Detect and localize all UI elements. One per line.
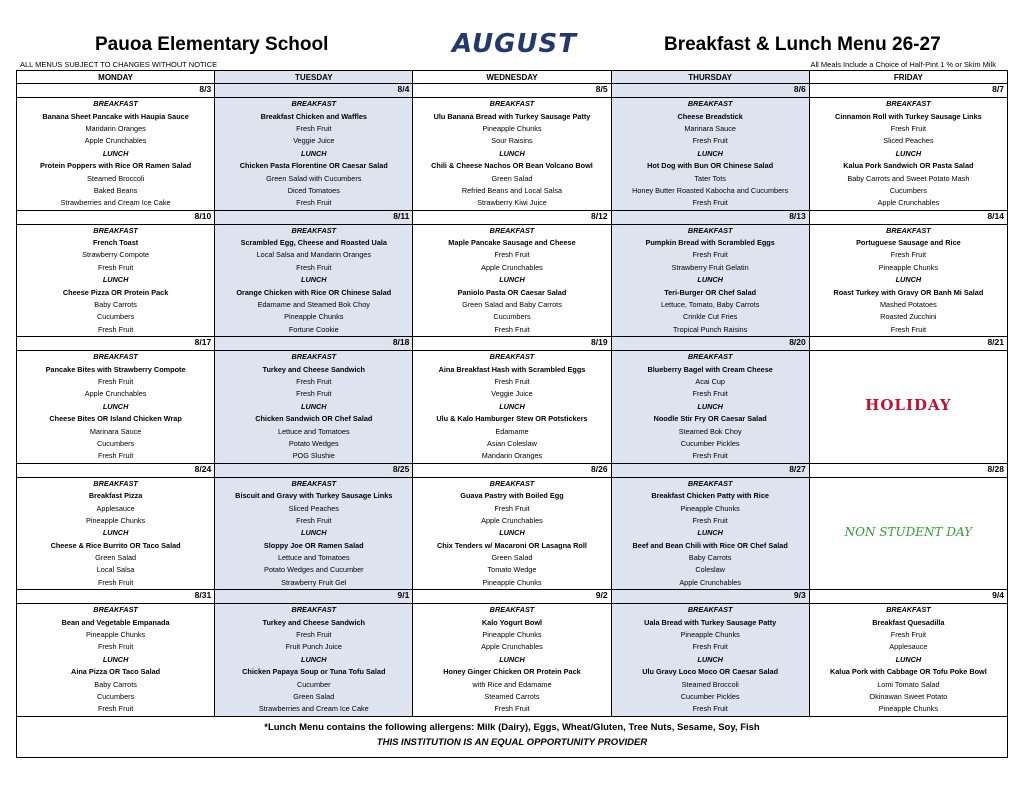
menu-item: Pineapple Chunks [215,311,413,323]
menu-row [17,249,1008,261]
menu-item: Fresh Fruit [413,376,611,388]
menu-item: Green Salad [413,552,611,564]
date-label: 8/6 [611,84,809,98]
menu-item: Orange Chicken with Rice OR Chinese Salad [215,286,413,298]
menu-item: Steamed Broccoli [611,678,809,690]
menu-item: Fresh Fruit [17,641,215,653]
menu-item: Pineapple Chunks [809,262,1007,274]
menu-row [17,299,1008,311]
menu-item: Fresh Fruit [215,123,413,135]
menu-item: Fresh Fruit [17,376,215,388]
menu-item: Baked Beans [17,185,215,197]
date-row [17,337,1008,351]
menu-item: Strawberries and Cream Ice Cake [215,703,413,716]
menu-item: Fresh Fruit [611,135,809,147]
menu-row [17,691,1008,703]
meal-section-label: BREAKFAST [215,98,413,111]
menu-item: French Toast [17,237,215,249]
menu-item: Sliced Peaches [809,135,1007,147]
date-label: 8/10 [17,210,215,224]
menu-row [17,351,1008,364]
equal-opportunity-notice: THIS INSTITUTION IS AN EQUAL OPPORTUNITY PROVIDER [376,737,648,748]
menu-item: Ulu Banana Bread with Turkey Sausage Patty [413,110,611,122]
meal-section-label: LUNCH [215,654,413,666]
menu-item: Guava Pastry with Boiled Egg [413,490,611,502]
menu-item: Paniolo Pasta OR Caesar Salad [413,286,611,298]
menu-item: Fresh Fruit [809,629,1007,641]
day-header: TUESDAY [215,71,413,84]
menu-item: Coleslaw [611,564,809,576]
menu-item: Fresh Fruit [17,577,215,590]
meal-section-label: LUNCH [215,401,413,413]
menu-item: Fresh Fruit [17,450,215,463]
menu-item: Fresh Fruit [809,324,1007,337]
date-label: 8/19 [413,337,611,351]
menu-item: Bean and Vegetable Empanada [17,616,215,628]
menu-item: Ulu & Kalo Hamburger Stew OR Potstickers [413,413,611,425]
menu-item: Tomato Wedge [413,564,611,576]
date-row [17,590,1008,604]
menu-item: Potato Wedges [215,438,413,450]
menu-item: Roasted Zucchini [809,311,1007,323]
menu-item: Fresh Fruit [611,515,809,527]
meal-section-label: LUNCH [17,274,215,286]
menu-item: Sliced Peaches [215,502,413,514]
menu-item: Baby Carrots [611,552,809,564]
menu-item: Lettuce and Tomatoes [215,425,413,437]
menu-item: Beef and Bean Chili with Rice OR Chef Salad [611,540,809,552]
menu-item: Okinawan Sweet Potato [809,691,1007,703]
menu-item: Fresh Fruit [215,197,413,210]
menu-item: Apple Crunchables [809,197,1007,210]
menu-item: Veggie Juice [215,135,413,147]
date-label: 9/1 [215,590,413,604]
menu-item: Chili & Cheese Nachos OR Bean Volcano Bowl [413,160,611,172]
special-day-cell [809,351,1007,464]
footer-box [16,716,1008,758]
date-label: 8/31 [17,590,215,604]
menu-item: Breakfast Chicken Patty with Rice [611,490,809,502]
menu-item: Pumpkin Bread with Scrambled Eggs [611,237,809,249]
menu-item: Fresh Fruit [215,629,413,641]
menu-item: Portuguese Sausage and Rice [809,237,1007,249]
date-label: 8/11 [215,210,413,224]
day-header: MONDAY [17,71,215,84]
date-row [17,84,1008,98]
menu-item: Fresh Fruit [611,703,809,716]
menu-item: Baby Carrots [17,299,215,311]
menu-item: Fresh Fruit [611,197,809,210]
date-label: 8/5 [413,84,611,98]
meal-section-label: LUNCH [17,527,215,539]
date-label: 8/3 [17,84,215,98]
menu-item: Maple Pancake Sausage and Cheese [413,237,611,249]
menu-item: Fresh Fruit [413,502,611,514]
meal-section-label: BREAKFAST [17,224,215,237]
menu-item: Green Salad and Baby Carrots [413,299,611,311]
menu-item: Fresh Fruit [215,515,413,527]
menu-item: Baby Carrots and Sweet Potato Mash [809,172,1007,184]
date-label: 8/18 [215,337,413,351]
menu-row [17,604,1008,617]
meal-section-label: BREAKFAST [611,477,809,490]
menu-item: Noodle Stir Fry OR Caesar Salad [611,413,809,425]
meal-section-label: LUNCH [215,527,413,539]
menu-item: Pineapple Chunks [413,123,611,135]
menu-item: Banana Sheet Pancake with Haupia Sauce [17,110,215,122]
menu-item: Asian Coleslaw [413,438,611,450]
day-header: THURSDAY [611,71,809,84]
date-label: 8/27 [611,463,809,477]
menu-item: Fresh Fruit [17,703,215,716]
date-label: 8/17 [17,337,215,351]
menu-item: Cheese Breadstick [611,110,809,122]
date-label: 8/25 [215,463,413,477]
month-title: AUGUST [452,29,577,59]
menu-item: Honey Ginger Chicken OR Protein Pack [413,666,611,678]
menu-row [17,123,1008,135]
menu-item: Blueberry Bagel with Cream Cheese [611,363,809,375]
menu-item: Breakfast Quesadilla [809,616,1007,628]
menu-item: Kalua Pork with Cabbage OR Tofu Poke Bowl [809,666,1007,678]
menu-item: Pineapple Chunks [413,577,611,590]
meal-section-label: BREAKFAST [611,604,809,617]
meal-section-label: BREAKFAST [413,604,611,617]
menu-title: Breakfast & Lunch Menu 26-27 [664,34,941,55]
menu-item: Acai Cup [611,376,809,388]
menu-row [17,477,1008,490]
menu-item: Chicken Pasta Florentine OR Caesar Salad [215,160,413,172]
menu-item: Cinnamon Roll with Turkey Sausage Links [809,110,1007,122]
menu-item: Applesauce [17,502,215,514]
menu-item: Fresh Fruit [17,324,215,337]
meal-section-label: LUNCH [413,527,611,539]
menu-item: Crinkle Cut Fries [611,311,809,323]
menu-item: Turkey and Cheese Sandwich [215,363,413,375]
date-label: 9/3 [611,590,809,604]
menu-item: Fresh Fruit [611,249,809,261]
menu-item: Breakfast Chicken and Waffles [215,110,413,122]
meal-section-label: LUNCH [809,654,1007,666]
meal-section-label: LUNCH [611,401,809,413]
menu-item: Apple Crunchables [611,577,809,590]
day-header: WEDNESDAY [413,71,611,84]
menu-item: Green Salad [413,172,611,184]
menu-item: Fresh Fruit [17,262,215,274]
meal-section-label: BREAKFAST [809,224,1007,237]
menu-item: Pineapple Chunks [611,629,809,641]
menu-item: Cheese Pizza OR Protein Pack [17,286,215,298]
menu-item: Pineapple Chunks [17,629,215,641]
menu-item: Fresh Fruit [809,123,1007,135]
meal-section-label: LUNCH [809,148,1007,160]
menu-item: Cucumber [215,678,413,690]
menu-item: Green Salad [17,552,215,564]
meal-section-label: BREAKFAST [413,477,611,490]
menu-row [17,654,1008,666]
menu-item: POG Slushie [215,450,413,463]
meal-section-label: LUNCH [17,401,215,413]
meal-section-label: LUNCH [413,148,611,160]
menu-item: Diced Tomatoes [215,185,413,197]
meal-section-label: BREAKFAST [611,351,809,364]
holiday-label: HOLIDAY [865,396,952,415]
menu-item: Apple Crunchables [413,641,611,653]
date-row [17,463,1008,477]
menu-item: Lettuce, Tomato, Baby Carrots [611,299,809,311]
meal-section-label: BREAKFAST [413,224,611,237]
menu-item: Fresh Fruit [809,249,1007,261]
menu-item: Pineapple Chunks [413,629,611,641]
meal-section-label: BREAKFAST [215,351,413,364]
menu-row [17,666,1008,678]
menu-item: Fresh Fruit [215,262,413,274]
day-header: FRIDAY [809,71,1007,84]
date-label: 8/26 [413,463,611,477]
menu-row [17,324,1008,337]
menu-row [17,98,1008,111]
meal-section-label: LUNCH [611,274,809,286]
allergen-notice: *Lunch Menu contains the following allergens: Milk (Dairy), Eggs, Wheat/Gluten, Tree Nuts, Sesame, Soy, Fish [264,722,760,733]
menu-item: Sloppy Joe OR Ramen Salad [215,540,413,552]
menu-item: Ulu Gravy Loco Moco OR Caesar Salad [611,666,809,678]
menu-item: Fresh Fruit [413,324,611,337]
menu-item: Marinara Sauce [17,425,215,437]
menu-item: Apple Crunchables [17,135,215,147]
menu-item: Pineapple Chunks [611,502,809,514]
menu-row [17,641,1008,653]
menu-item: Cucumbers [17,311,215,323]
menu-item: Fortune Cookie [215,324,413,337]
menu-item: Cucumber Pickles [611,691,809,703]
menu-row [17,135,1008,147]
meal-section-label: LUNCH [809,274,1007,286]
menu-item: Strawberry Fruit Gelatin [611,262,809,274]
menu-item: Teri-Burger OR Chef Salad [611,286,809,298]
menu-row [17,262,1008,274]
date-label: 8/21 [809,337,1007,351]
menu-item: Fresh Fruit [611,388,809,400]
meal-section-label: LUNCH [413,401,611,413]
menu-item: Fresh Fruit [413,703,611,716]
meal-section-label: LUNCH [215,274,413,286]
menu-item: Apple Crunchables [413,515,611,527]
menu-item: Mashed Potatoes [809,299,1007,311]
menu-row [17,172,1008,184]
menu-item: Sour Raisins [413,135,611,147]
menu-item: Strawberry Kiwi Juice [413,197,611,210]
menu-item: Fresh Fruit [413,249,611,261]
meal-section-label: BREAKFAST [215,477,413,490]
menu-item: Strawberries and Cream Ice Cake [17,197,215,210]
date-label: 8/12 [413,210,611,224]
menu-item: Steamed Bok Choy [611,425,809,437]
menu-item: Mandarin Oranges [413,450,611,463]
menu-row [17,616,1008,628]
menu-item: Edamame [413,425,611,437]
menu-item: Lomi Tomato Salad [809,678,1007,690]
menu-item: Apple Crunchables [17,388,215,400]
school-name: Pauoa Elementary School [95,34,329,55]
date-label: 8/13 [611,210,809,224]
menu-row [17,224,1008,237]
menu-item: Tropical Punch Raisins [611,324,809,337]
menu-item: Potato Wedges and Cucumber [215,564,413,576]
menu-item: Apple Crunchables [413,262,611,274]
menu-item: Uala Bread with Turkey Sausage Patty [611,616,809,628]
menu-row [17,703,1008,716]
menu-item: Fruit Punch Juice [215,641,413,653]
menu-item: Fresh Fruit [215,388,413,400]
menu-row [17,286,1008,298]
menu-item: Chix Tenders w/ Macaroni OR Lasagna Roll [413,540,611,552]
menu-item: Green Salad [215,691,413,703]
menu-item: Strawberry Fruit Gel [215,577,413,590]
date-label: 8/14 [809,210,1007,224]
meal-section-label: LUNCH [611,527,809,539]
date-label: 9/2 [413,590,611,604]
meal-section-label: BREAKFAST [413,98,611,111]
milk-notice: All Meals Include a Choice of Half-Pint 1 % or Skim Milk [810,60,996,69]
meal-section-label: BREAKFAST [809,604,1007,617]
meal-section-label: BREAKFAST [413,351,611,364]
non-student-day-label: NON STUDENT DAY [844,525,973,540]
menu-row [17,274,1008,286]
menu-item: Roast Turkey with Gravy OR Banh Mi Salad [809,286,1007,298]
menu-item: Kalo Yogurt Bowl [413,616,611,628]
meal-section-label: BREAKFAST [611,224,809,237]
menu-item: Lettuce and Tomatoes [215,552,413,564]
menu-item: Turkey and Cheese Sandwich [215,616,413,628]
meal-section-label: BREAKFAST [17,98,215,111]
meal-section-label: LUNCH [611,148,809,160]
meal-section-label: LUNCH [413,654,611,666]
day-header-row [17,71,1008,84]
menu-item: Cheese Bites OR Island Chicken Wrap [17,413,215,425]
date-label: 8/24 [17,463,215,477]
menu-item: with Rice and Edamame [413,678,611,690]
meal-section-label: LUNCH [413,274,611,286]
menu-row [17,185,1008,197]
date-label: 8/20 [611,337,809,351]
meal-section-label: BREAKFAST [215,604,413,617]
menu-item: Cucumbers [17,438,215,450]
date-label: 8/28 [809,463,1007,477]
menu-item: Pancake Bites with Strawberry Compote [17,363,215,375]
menu-item: Veggie Juice [413,388,611,400]
meal-section-label: BREAKFAST [809,98,1007,111]
meal-section-label: LUNCH [215,148,413,160]
date-label: 8/4 [215,84,413,98]
date-row [17,210,1008,224]
menu-row [17,237,1008,249]
menu-row [17,678,1008,690]
menu-item: Breakfast Pizza [17,490,215,502]
menu-item: Cucumbers [809,185,1007,197]
menu-item: Cucumber Pickles [611,438,809,450]
menu-item: Cucumbers [17,691,215,703]
menu-item: Steamed Carrots [413,691,611,703]
menu-item: Fresh Fruit [611,641,809,653]
menu-item: Cucumbers [413,311,611,323]
menu-item: Chicken Sandwich OR Chef Salad [215,413,413,425]
menu-item: Steamed Broccoli [17,172,215,184]
menu-item: Refried Beans and Local Salsa [413,185,611,197]
menu-row [17,629,1008,641]
menu-item: Local Salsa and Mandarin Oranges [215,249,413,261]
meal-section-label: BREAKFAST [215,224,413,237]
menu-item: Applesauce [809,641,1007,653]
menu-item: Biscuit and Gravy with Turkey Sausage Links [215,490,413,502]
menu-item: Pineapple Chunks [809,703,1007,716]
menu-item: Cheese & Rice Burrito OR Taco Salad [17,540,215,552]
menu-item: Fresh Fruit [215,376,413,388]
meal-section-label: LUNCH [611,654,809,666]
menu-row [17,160,1008,172]
menu-item: Strawberry Compote [17,249,215,261]
menu-row [17,110,1008,122]
menu-row [17,311,1008,323]
meal-section-label: BREAKFAST [17,477,215,490]
date-label: 8/7 [809,84,1007,98]
menu-item: Edamame and Steamed Bok Choy [215,299,413,311]
meal-section-label: BREAKFAST [17,351,215,364]
menu-item: Mandarin Oranges [17,123,215,135]
menu-item: Fresh Fruit [611,450,809,463]
changes-notice: ALL MENUS SUBJECT TO CHANGES WITHOUT NOTICE [20,60,218,69]
menu-item: Protein Poppers with Rice OR Ramen Salad [17,160,215,172]
date-label: 9/4 [809,590,1007,604]
meal-section-label: BREAKFAST [611,98,809,111]
menu-item: Hot Dog with Bun OR Chinese Salad [611,160,809,172]
menu-item: Honey Butter Roasted Kabocha and Cucumbers [611,185,809,197]
menu-item: Kalua Pork Sandwich OR Pasta Salad [809,160,1007,172]
menu-item: Chicken Papaya Soup or Tuna Tofu Salad [215,666,413,678]
menu-item: Aina Pizza OR Taco Salad [17,666,215,678]
menu-item: Aina Breakfast Hash with Scrambled Eggs [413,363,611,375]
special-day-cell [809,477,1007,590]
menu-item: Pineapple Chunks [17,515,215,527]
menu-item: Green Salad with Cucumbers [215,172,413,184]
menu-item: Local Salsa [17,564,215,576]
meal-section-label: LUNCH [17,148,215,160]
menu-item: Baby Carrots [17,678,215,690]
menu-item: Marinara Sauce [611,123,809,135]
meal-section-label: LUNCH [17,654,215,666]
menu-table [16,70,1008,717]
menu-item: Scrambled Egg, Cheese and Roasted Uala [215,237,413,249]
meal-section-label: BREAKFAST [17,604,215,617]
menu-item: Tater Tots [611,172,809,184]
menu-row [17,197,1008,210]
menu-row [17,148,1008,160]
